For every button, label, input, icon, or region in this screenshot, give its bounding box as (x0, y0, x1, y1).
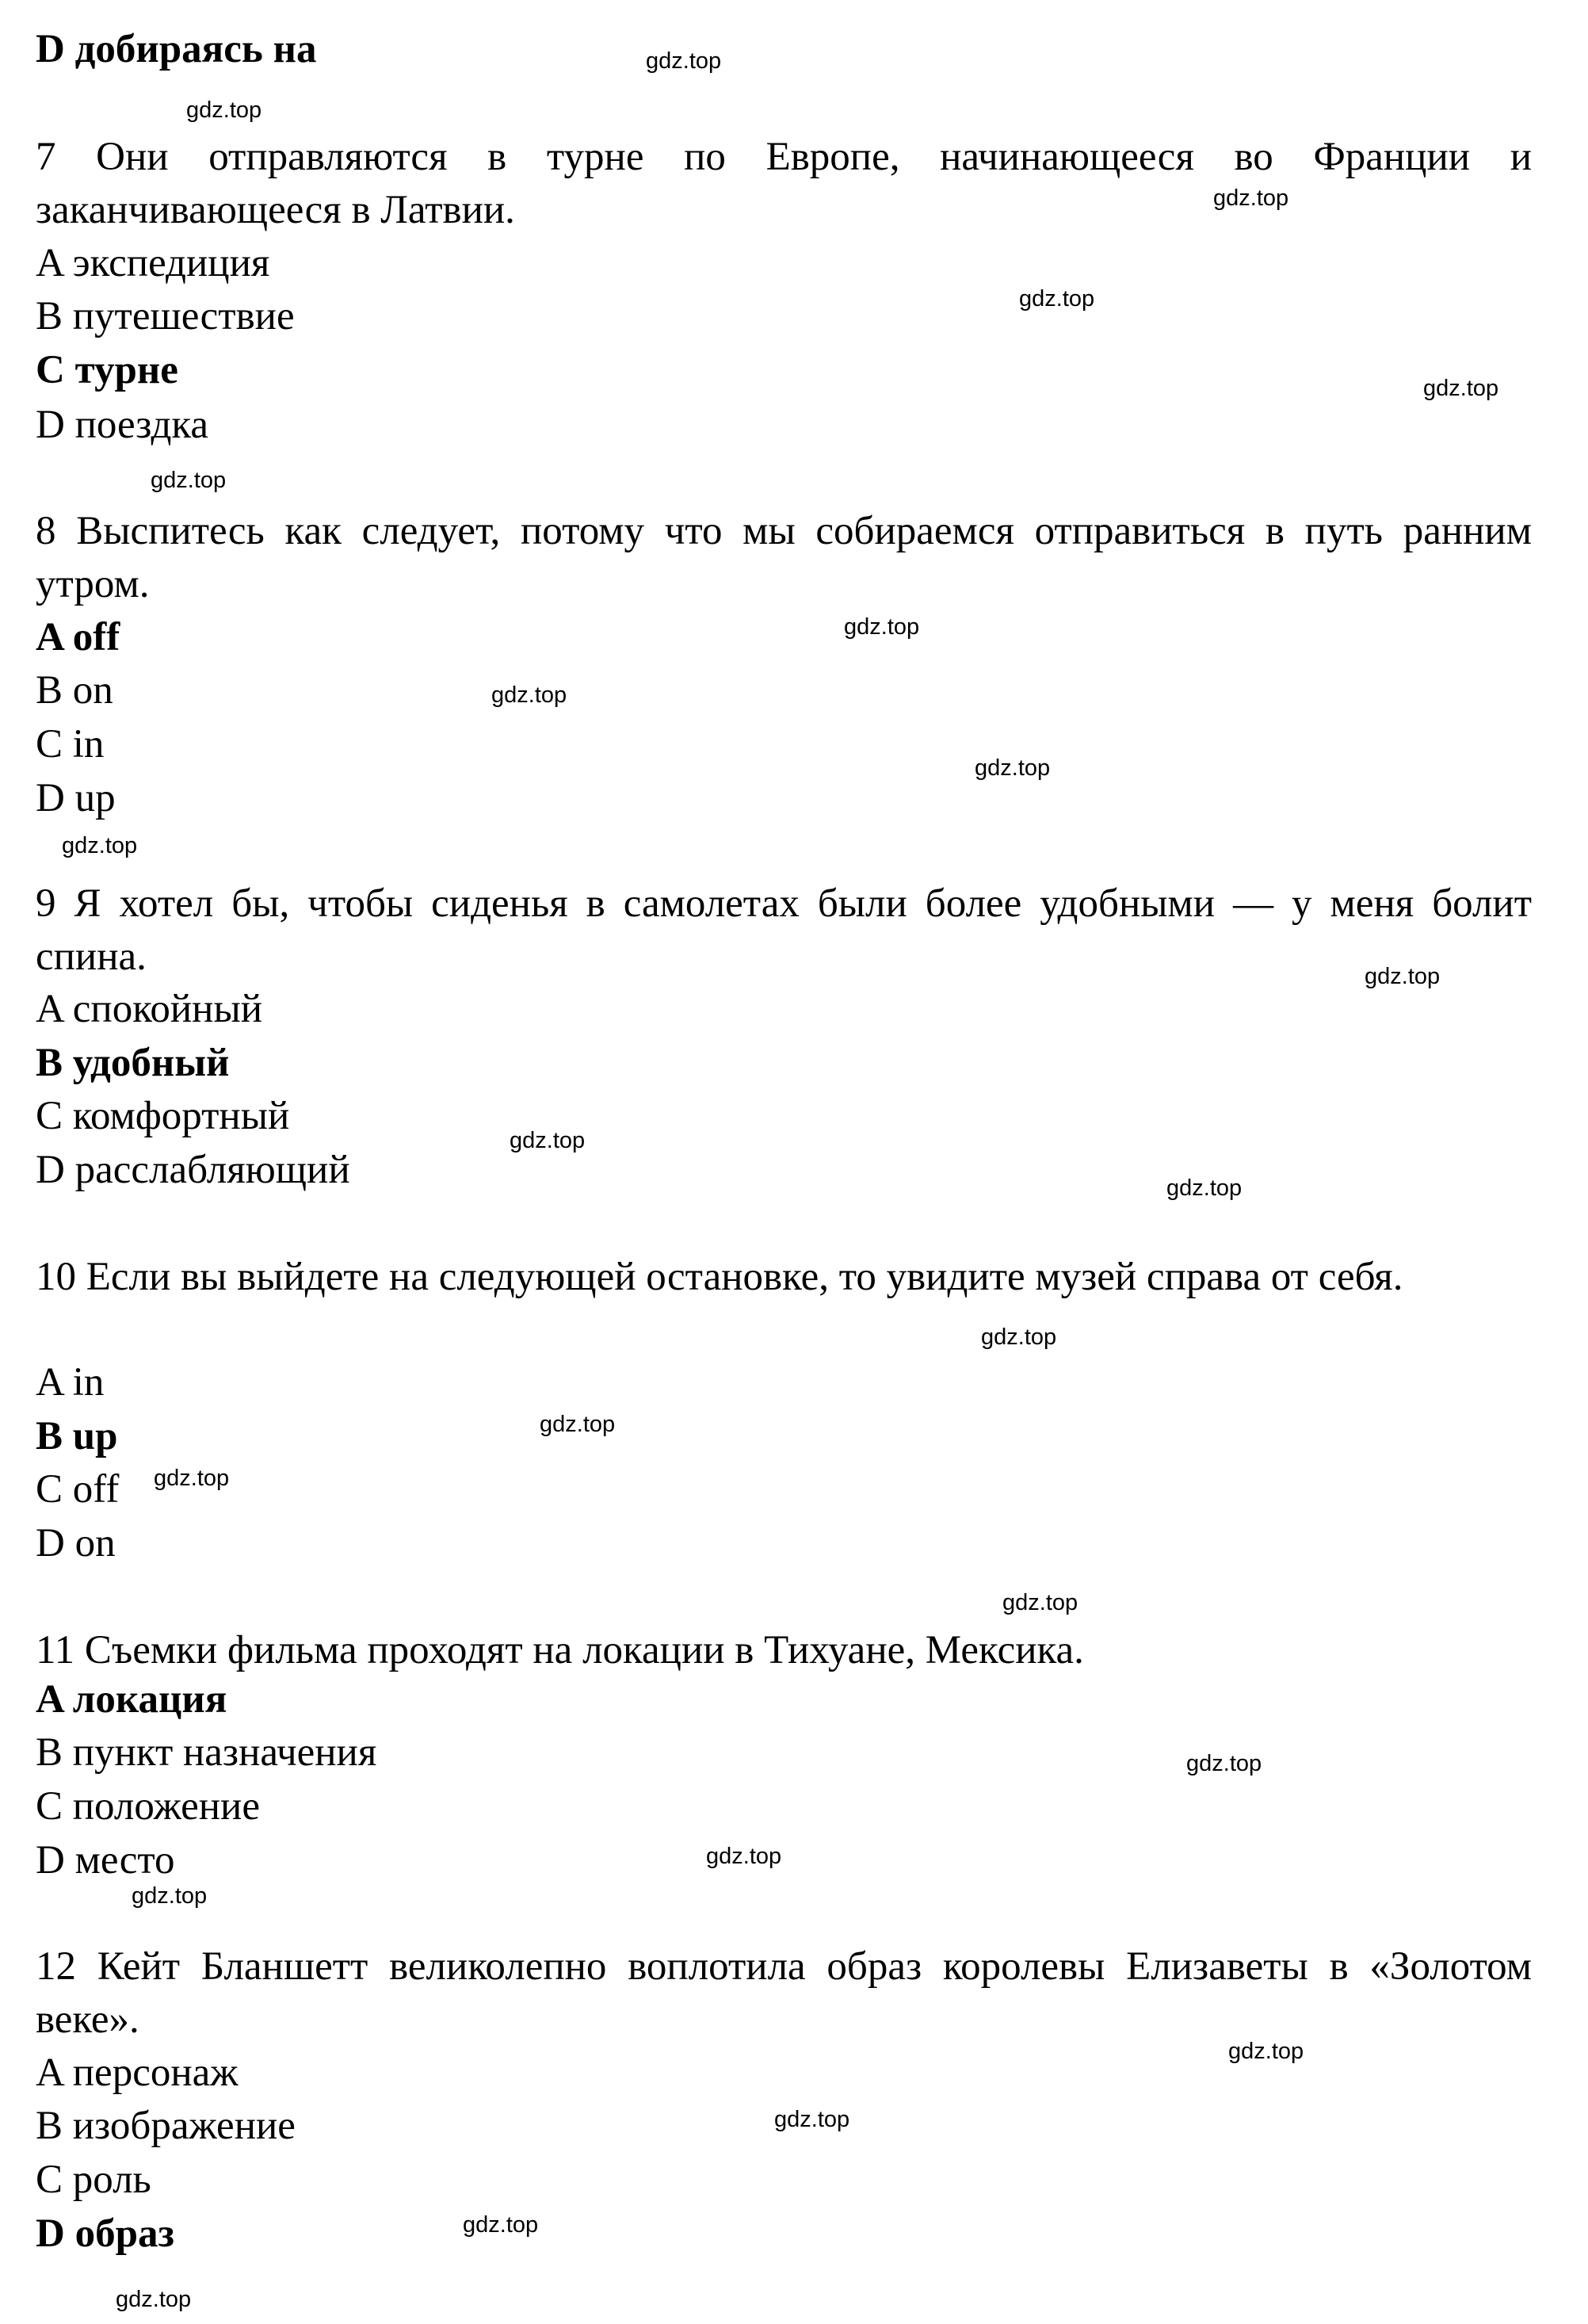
watermark: gdz.top (1213, 185, 1289, 211)
watermark: gdz.top (154, 1466, 230, 1491)
watermark: gdz.top (844, 614, 920, 640)
question-9-option-b-correct: B удобный (36, 1041, 230, 1085)
watermark: gdz.top (132, 1883, 208, 1909)
question-10-option-c: C off (36, 1467, 120, 1512)
watermark: gdz.top (116, 2287, 192, 2312)
question-11-option-c: C положение (36, 1784, 260, 1829)
question-9-option-a: A спокойный (36, 987, 263, 1031)
watermark: gdz.top (510, 1128, 586, 1153)
watermark: gdz.top (62, 833, 138, 858)
watermark: gdz.top (1166, 1175, 1243, 1201)
question-8-option-b: B on (36, 668, 113, 713)
question-10-option-a: A in (36, 1360, 105, 1405)
question-11-option-d: D место (36, 1838, 175, 1883)
question-7-option-b: B путешествие (36, 294, 295, 338)
watermark: gdz.top (981, 1324, 1057, 1350)
option-correct-6d: D добираясь на (36, 27, 317, 71)
question-12-option-d-correct: D образ (36, 2211, 174, 2256)
question-11-text: 11 Съемки фильма проходят на локации в Тихуане, Мексика. (36, 1628, 1084, 1672)
question-12-option-b: B изображение (36, 2104, 296, 2148)
watermark: gdz.top (186, 97, 262, 123)
watermark: gdz.top (1228, 2039, 1304, 2064)
question-12-option-a: A персонаж (36, 2051, 239, 2095)
watermark: gdz.top (463, 2212, 539, 2238)
watermark: gdz.top (1423, 376, 1499, 401)
question-11-option-a-correct: A локация (36, 1677, 227, 1722)
question-7-text: 7 Они отправляются в турне по Европе, начинающееся во Франции и заканчивающееся в Латвии. (36, 135, 1532, 232)
question-7-option-d: D поездка (36, 403, 209, 447)
watermark: gdz.top (1002, 1590, 1078, 1615)
question-8-option-d: D up (36, 776, 116, 820)
question-11-option-b: B пункт назначения (36, 1730, 377, 1775)
question-8-option-c: C in (36, 722, 105, 766)
watermark: gdz.top (646, 48, 722, 74)
watermark: gdz.top (151, 468, 227, 493)
question-7-option-c-correct: C турне (36, 348, 178, 392)
watermark: gdz.top (1019, 286, 1095, 312)
watermark: gdz.top (1186, 1751, 1262, 1776)
question-10-option-b-correct: B up (36, 1414, 118, 1458)
question-9-option-c: C комфортный (36, 1094, 290, 1138)
question-10-text: 10 Если вы выйдете на следующей остановке, то увидите музей справа от себя. (36, 1255, 1403, 1299)
watermark: gdz.top (706, 1844, 782, 1869)
question-12-text: 12 Кейт Бланшетт великолепно воплотила образ королевы Елизаветы в «Золотом веке». (36, 1944, 1532, 2042)
question-7-option-a: A экспедиция (36, 241, 270, 285)
question-9-text: 9 Я хотел бы, чтобы сиденья в самолетах были более удобными — у меня болит спина. (36, 881, 1532, 979)
watermark: gdz.top (975, 755, 1051, 781)
watermark: gdz.top (540, 1412, 616, 1437)
watermark: gdz.top (774, 2107, 850, 2132)
question-8-option-a-correct: A off (36, 615, 120, 659)
question-9-option-d: D расслабляющий (36, 1148, 350, 1192)
watermark: gdz.top (1365, 964, 1441, 989)
watermark: gdz.top (491, 682, 567, 708)
question-10-option-d: D on (36, 1521, 116, 1565)
question-8-text: 8 Выспитесь как следует, потому что мы собираемся отправиться в путь ранним утром. (36, 509, 1532, 606)
question-12-option-c: C роль (36, 2158, 151, 2202)
